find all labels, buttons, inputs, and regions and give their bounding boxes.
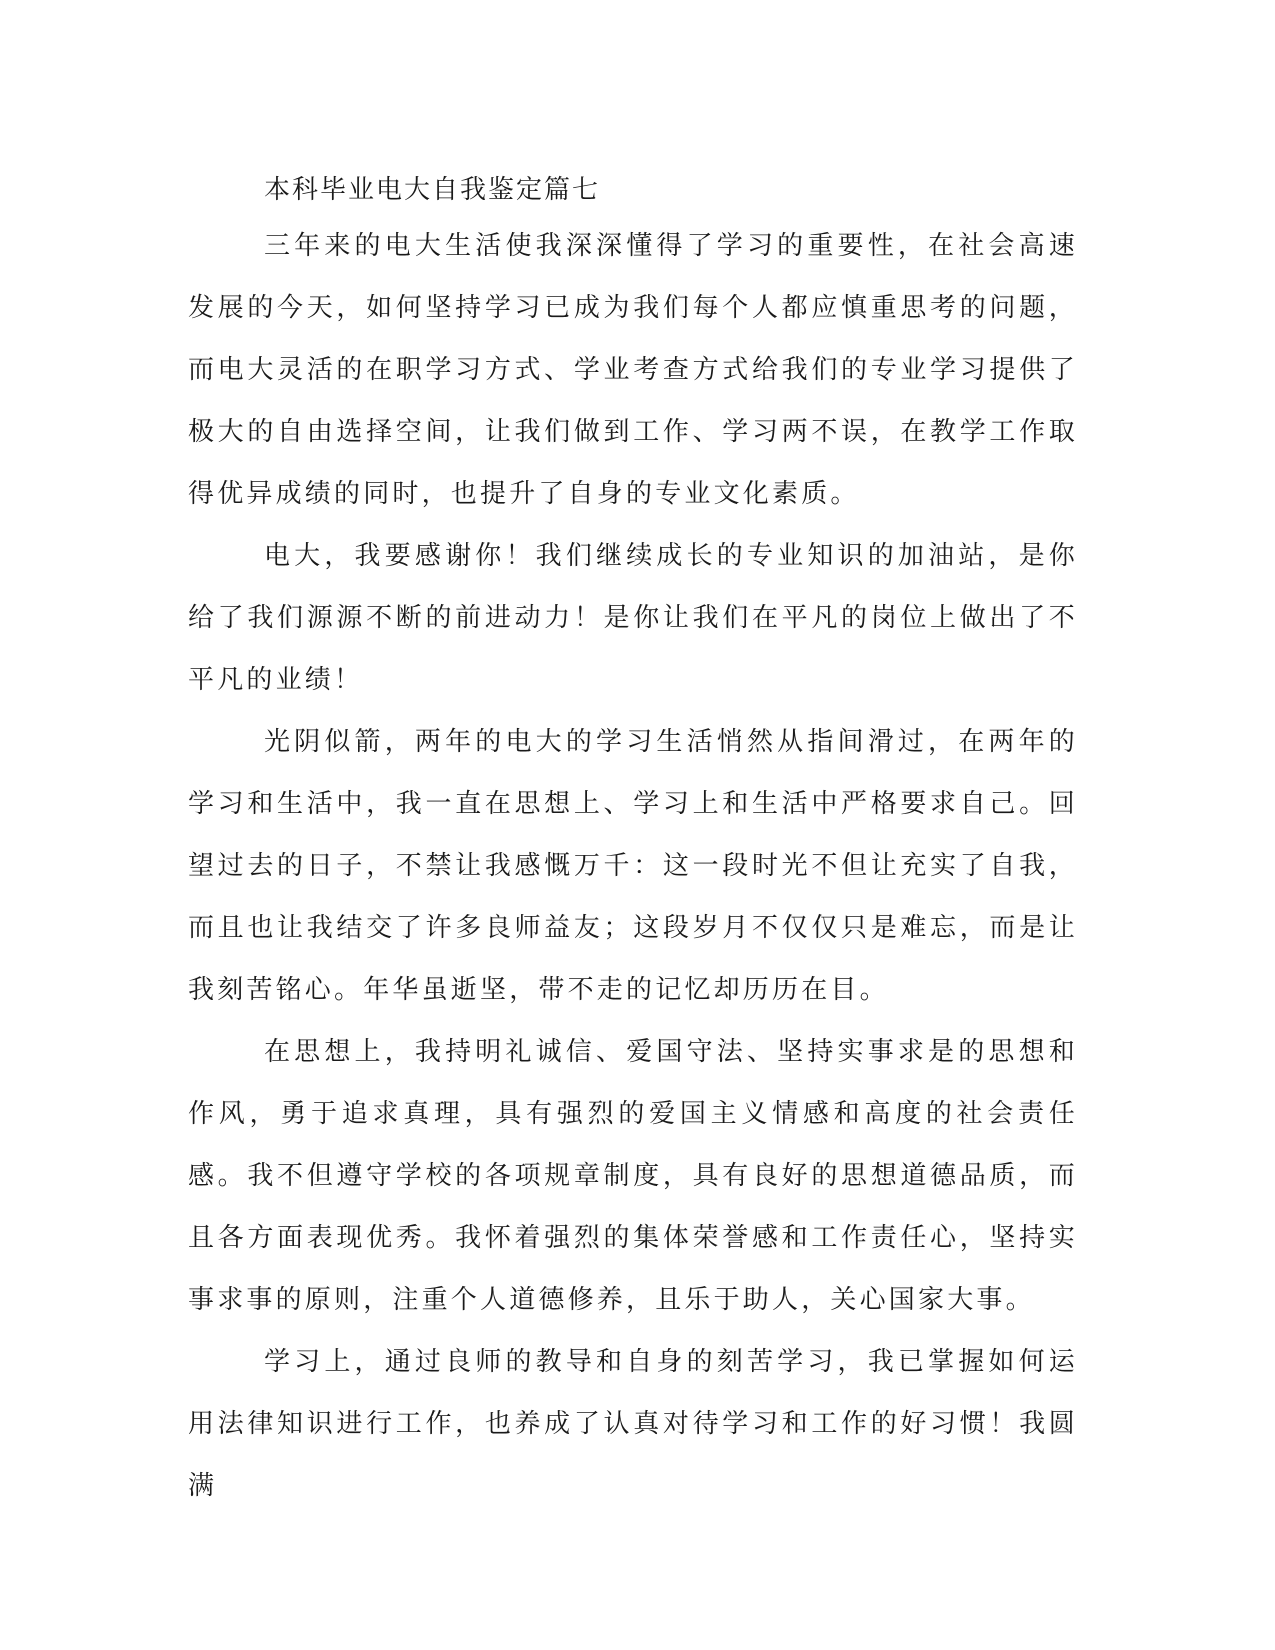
paragraph-5: 学习上，通过良师的教导和自身的刻苦学习，我已掌握如何运用法律知识进行工作，也养成了认真对待学习和工作的好习惯！我圆满 [188, 1347, 1078, 1501]
paragraph-2: 电大，我要感谢你！我们继续成长的专业知识的加油站，是你给了我们源源不断的前进动力！是你让我们在平凡的岗位上做出了不平凡的业绩！ [188, 541, 1078, 695]
document-body [188, 165, 1078, 1517]
paragraph-3: 光阴似箭，两年的电大的学习生活悄然从指间滑过，在两年的学习和生活中，我一直在思想上、学习上和生活中严格要求自己。回望过去的日子，不禁让我感慨万千：这一段时光不但让充实了自我，而且也让我结交了许多良师益友；这段岁月不仅仅只是难忘，而是让我刻苦铭心。年华虽逝坚，带不走的记忆却历历在目。 [188, 727, 1078, 1005]
document-title: 本科毕业电大自我鉴定篇七 [264, 175, 601, 205]
paragraph-4: 在思想上，我持明礼诚信、爱国守法、坚持实事求是的思想和作风，勇于追求真理，具有强烈的爱国主义情感和高度的社会责任感。我不但遵守学校的各项规章制度，具有良好的思想道德品质，而且各方面表现优秀。我怀着强烈的集体荣誉感和工作责任心，坚持实事求事的原则，注重个人道德修养，且乐于助人，关心国家大事。 [188, 1037, 1078, 1315]
paragraph-1: 三年来的电大生活使我深深懂得了学习的重要性，在社会高速发展的今天，如何坚持学习已成为我们每个人都应慎重思考的问题，而电大灵活的在职学习方式、学业考查方式给我们的专业学习提供了极大的自由选择空间，让我们做到工作、学习两不误，在教学工作取得优异成绩的同时，也提升了自身的专业文化素质。 [188, 231, 1078, 509]
